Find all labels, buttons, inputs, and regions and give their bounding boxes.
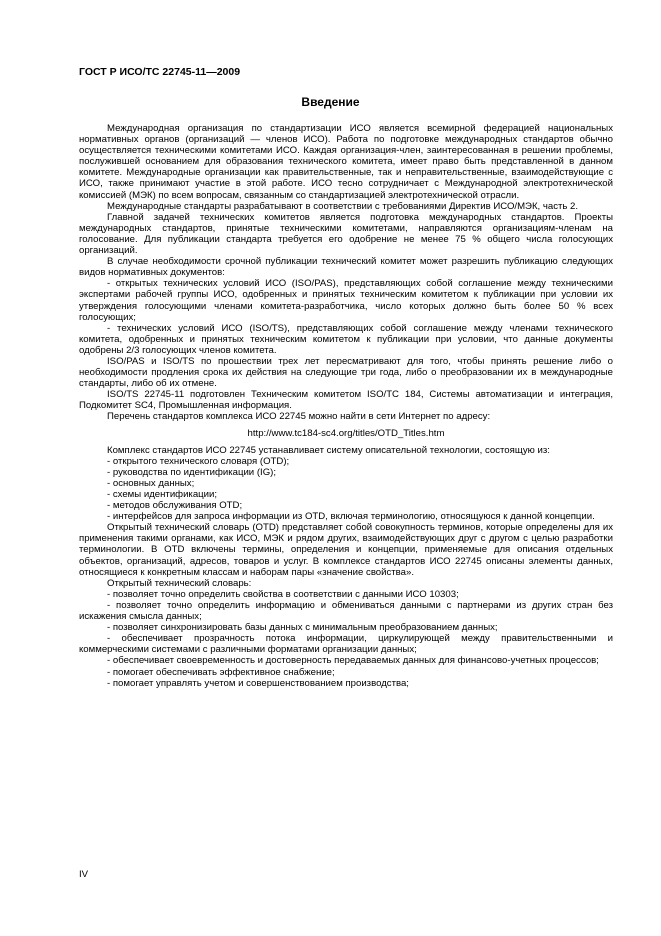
list-item: - позволяет точно определить информацию и обмениваться данными с партнерами из других стран без искажения смысла данных; — [79, 599, 613, 623]
list-item: - технических условий ИСО (ISO/TS), представляющих собой соглашение между членами технического комитета, одобренных и принятых техническим комитетом к публикации при условии, что данные документы одобрены 2/3 голосующих членов комитета. — [79, 322, 613, 356]
list-item: - основных данных; — [107, 477, 195, 489]
list-item: - открытого технического словаря (OTD); — [107, 455, 290, 467]
section-title: Введение — [301, 95, 360, 109]
body-text — [79, 123, 613, 689]
document-header: ГОСТ Р ИСО/ТС 22745-11—2009 — [79, 66, 241, 78]
paragraph: Главной задачей технических комитетов является подготовка международных стандартов. Проекты международных стандартов, принятые техническими комитетами, направляются организациям-членам на голосование. Для публикации стандарта требуется его одобрение не менее 75 % общего числа голосующих организаций. — [79, 211, 613, 257]
paragraph: Перечень стандартов комплекса ИСО 22745 можно найти в сети Интернет по адресу: — [107, 411, 491, 423]
list-item: - открытых технических условий ИСО (ISO/PAS), представляющих собой соглашение между техническими экспертами рабочей группы ИСО, одобренных и принятых техническим комитетом к публикации при условии их утверждения голосующими членами комитета-разработчика, число которых должно быть более 50 % всех голосующих; — [79, 278, 613, 323]
list-item: - интерфейсов для запроса информации из OTD, включая терминологию, относящуюся к данной концепции. — [107, 511, 595, 523]
paragraph: Открытый технический словарь: — [107, 577, 252, 589]
list-item: - помогает управлять учетом и совершенствованием производства; — [107, 677, 409, 689]
paragraph: Международная организация по стандартизации ИСО является всемирной федерацией национальных нормативных органов (организаций — членов ИСО). Работа по подготовке международных стандартов обычно осуществляется техническими комитетами ИСО. Каждая организация-член, заинтересованная в решении проблемы, послужившей основанием для образования технического комитета, имеет право быть представленной в данном комитете. Международные организации как правительственные, так и неправительственные, взаимодействующие с ИСО, также принимают участие в этой работе. ИСО тесно сотрудничает с Международной электротехнической комиссией (МЭК) по всем вопросам, связанным со стандартизацией электротехнической отрасли. — [79, 123, 613, 201]
list-item: - позволяет синхронизировать базы данных с минимальным преобразованием данных; — [107, 622, 498, 634]
paragraph: ISO/TS 22745-11 подготовлен Техническим комитетом ISO/TC 184, Системы автоматизации и интеграция, Подкомитет SC4, Промышленная информация. — [79, 389, 613, 412]
list-item: - обеспечивает своевременность и достоверность передаваемых данных для финансово-учетных процессов; — [107, 655, 599, 667]
page-number: IV — [79, 869, 89, 880]
list-item: - схемы идентификации; — [107, 489, 218, 500]
paragraph: ISO/PAS и ISO/TS по прошествии трех лет пересматривают для того, чтобы принять решение либо о необходимости продления срока их действия на следующие три года, либо о преобразовании их в международные стандарты, либо об их отмене. — [79, 355, 613, 390]
list-item: - позволяет точно определить свойства в соответствии с данными ИСО 10303; — [107, 588, 459, 600]
paragraph: Комплекс стандартов ИСО 22745 устанавливает систему описательной технологии, состоящую из: — [107, 444, 550, 456]
list-item: - руководства по идентификации (IG); — [107, 466, 277, 478]
list-item: - обеспечивает прозрачность потока информации, циркулирующей между правительственными и коммерческими системами с различными форматами организации данных; — [79, 633, 613, 656]
url-text: http://www.tc184-sc4.org/titles/OTD_Titles.htm — [247, 427, 445, 439]
paragraph: Международные стандарты разрабатывают в соответствии с требованиями Директив ИСО/МЭК, часть 2. — [107, 200, 579, 212]
list-item: - помогает обеспечивать эффективное снабжение; — [107, 666, 335, 678]
paragraph: В случае необходимости срочной публикации технический комитет может разрешить публикацию следующих видов нормативных документов: — [79, 256, 613, 279]
paragraph: Открытый технический словарь (OTD) представляет собой совокупность терминов, которые определены для их применения такими органами, как ИСО, МЭК и рядом других, взаимодействующих друг с другом с целью разработки терминологии. В OTD включены термины, определения и концепции, применяемые для описания отдельных объектов, организаций, адресов, товаров и услуг. В комплексе стандартов ИСО 22745 описаны элементы данных, относящиеся к конкретным классам и наборам пары «значение свойства». — [79, 522, 613, 578]
list-item: - методов обслуживания OTD; — [107, 500, 243, 512]
